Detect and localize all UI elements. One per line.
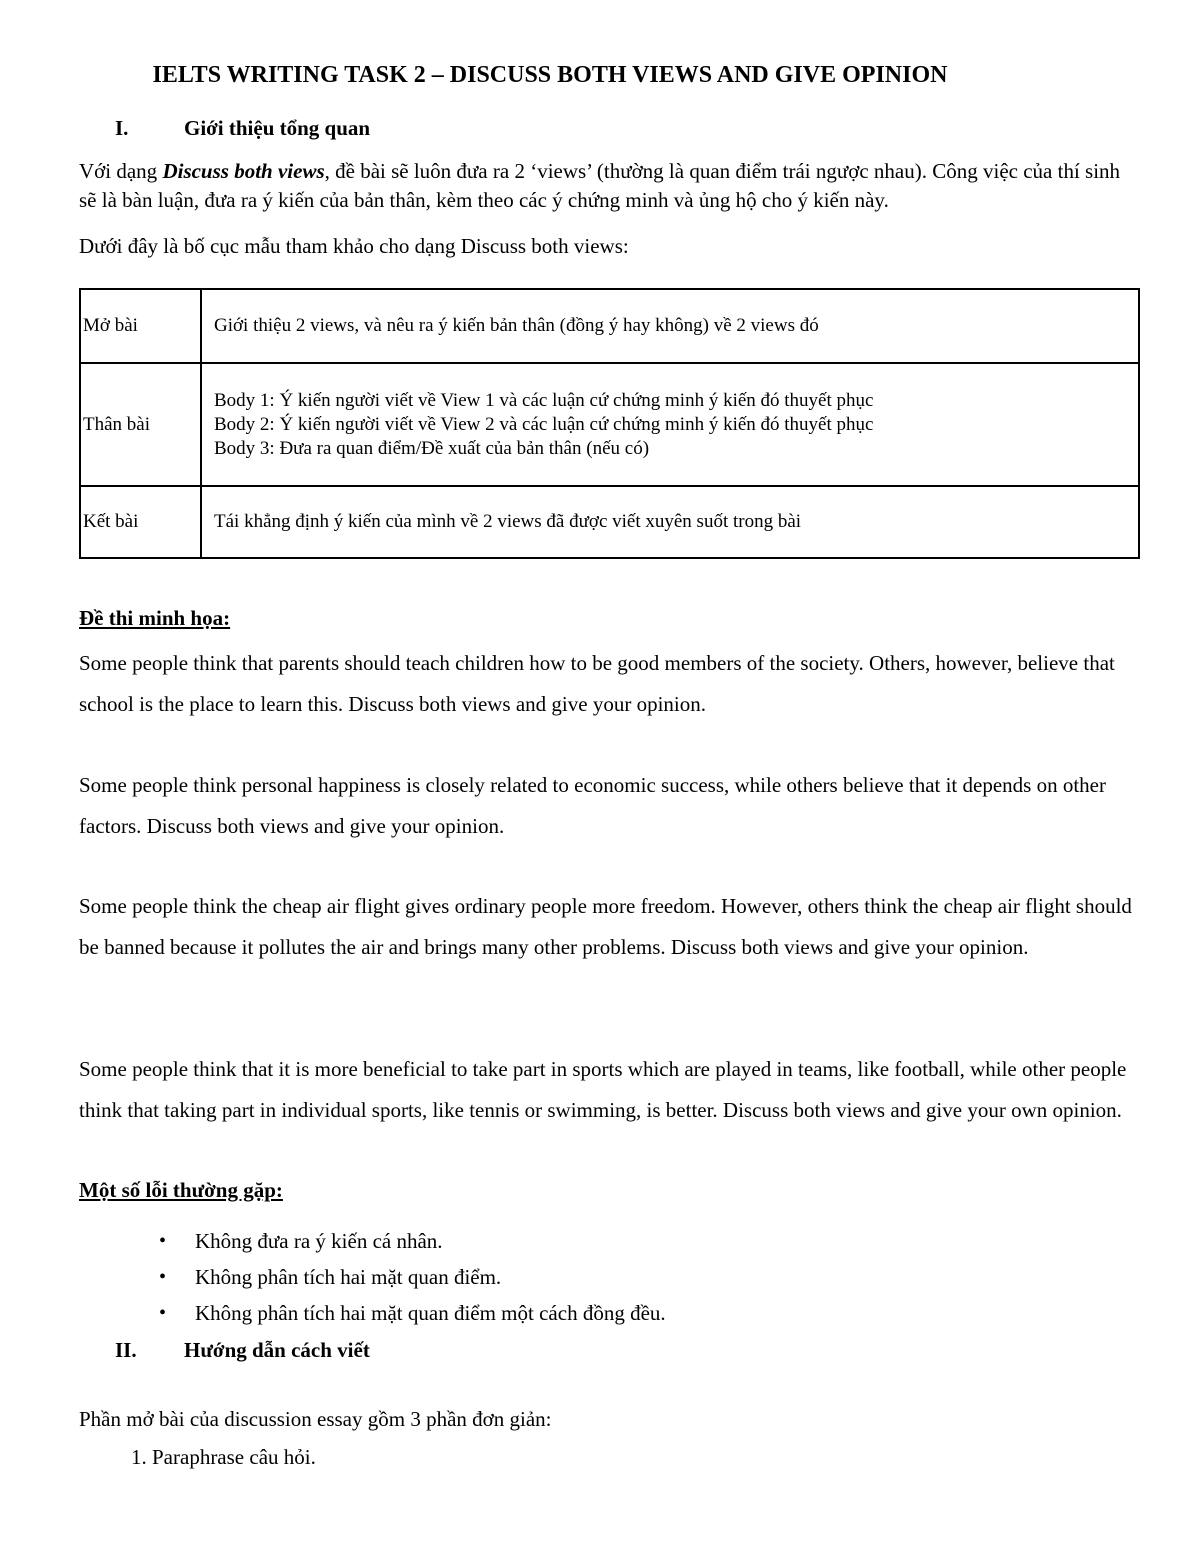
errors-heading: Một số lỗi thường gặp: [79,1178,283,1202]
page-title: IELTS WRITING TASK 2 – DISCUSS BOTH VIEWS AND GIVE OPINION [152,62,948,88]
section-1-number: I. [115,116,129,140]
list-item [159,1226,666,1262]
outline-table [79,288,1140,559]
outline-content: Tái khẳng định ý kiến của mình về 2 views đã được viết xuyên suốt trong bài [201,486,1139,558]
errors-list [159,1226,666,1334]
outline-label: Thân bài [80,363,201,486]
outline-intro: Dưới đây là bố cục mẫu tham khảo cho dạng Discuss both views: [79,234,629,258]
outline-line: Body 1: Ý kiến người viết về View 1 và các luận cứ chứng minh ý kiến đó thuyết phục [214,389,874,411]
intro2-paragraph: Phần mở bài của discussion essay gồm 3 phần đơn giản: [79,1407,552,1431]
section-2-number: II. [115,1338,137,1362]
example-prompt: Some people think that parents should teach children how to be good members of the society. Others, however, believe that school is the place to learn this. Discuss both views and give your opinion. [79,651,1115,716]
outline-content [201,363,1139,486]
section-1-title: Giới thiệu tổng quan [184,116,371,140]
table-row [80,363,1139,486]
outline-line: Body 2: Ý kiến người viết về View 2 và các luận cứ chứng minh ý kiến đó thuyết phục [214,413,874,435]
section-2-title: Hướng dẫn cách viết [184,1338,370,1362]
error-text: Không đưa ra ý kiến cá nhân. [195,1229,443,1253]
error-text: Không phân tích hai mặt quan điểm một cách đồng đều. [195,1301,666,1325]
example-prompt: Some people think personal happiness is closely related to economic success, while others believe that it depends on other factors. Discuss both views and give your opinion. [79,773,1106,838]
bullet-icon: • [159,1302,167,1324]
intro-paragraph [79,157,1140,215]
outline-content: Giới thiệu 2 views, và nêu ra ý kiến bản thân (đồng ý hay không) về 2 views đó [201,289,1139,363]
bullet-icon: • [159,1266,167,1288]
outline-label: Kết bài [80,486,201,558]
example-prompt: Some people think that it is more beneficial to take part in sports which are played in teams, like football, while other people think that taking part in individual sports, like tennis or swimming, is better. Discuss both views and give your own opinion. [79,1057,1127,1122]
intro-emphasis: Discuss both views [162,159,325,183]
intro-text-2: , đề bài sẽ luôn đưa ra 2 ‘views’ (thường là quan điểm trái ngược nhau). Công việc của thí sinh sẽ là bàn luận, đưa ra ý kiến của bản thân, kèm theo các ý chứng minh và ủng hộ cho ý kiến này. [79,159,1121,212]
list-item [159,1298,666,1334]
example-prompt: Some people think the cheap air flight gives ordinary people more freedom. However, others think the cheap air flight should be banned because it pollutes the air and brings many other problems. Discuss both views and give your opinion. [79,894,1132,959]
outline-label: Mở bài [80,289,201,363]
list-item [159,1262,666,1298]
bullet-icon: • [159,1230,167,1252]
examples-heading: Đề thi minh họa: [79,606,231,630]
table-row [80,289,1139,363]
numbered-step: 1. Paraphrase câu hỏi. [131,1445,316,1469]
error-text: Không phân tích hai mặt quan điểm. [195,1265,502,1289]
intro-text-1: Với dạng [79,159,163,183]
outline-line: Body 3: Đưa ra quan điểm/Đề xuất của bản thân (nếu có) [214,437,650,459]
table-row [80,486,1139,558]
